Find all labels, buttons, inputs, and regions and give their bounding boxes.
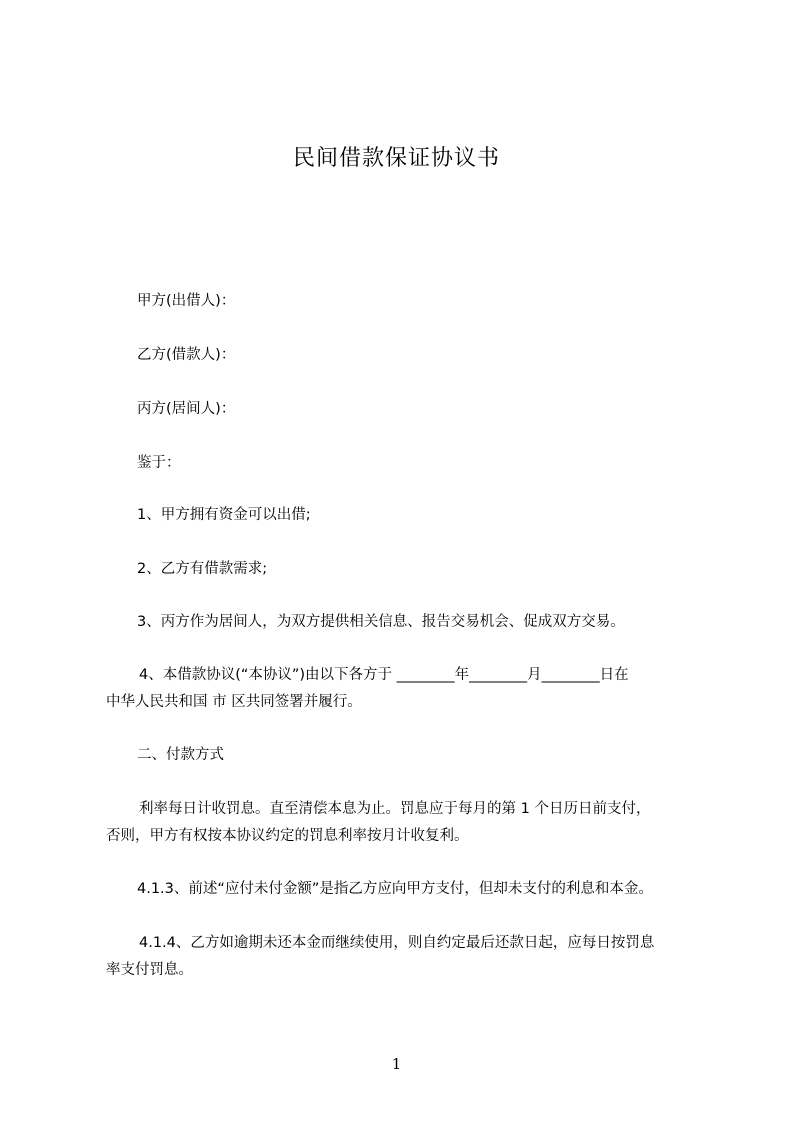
party-c-label: 丙方(居间人)：	[137, 401, 236, 417]
clause-4-1-3: 4.1.3、前述“应付未付金额”是指乙方应向甲方支付，但却未支付的利息和本金。	[137, 881, 653, 897]
clause-4-1-4-line-1: 4.1.4、乙方如逾期未还本金而继续使用，则自约定最后还款日起，应每日按罚息	[139, 935, 655, 951]
recital-item-2: 2、乙方有借款需求;	[137, 561, 268, 577]
whereas-heading: 鉴于：	[137, 455, 181, 471]
page-number: 1	[391, 1055, 402, 1073]
penalty-paragraph-line-1: 利率每日计收罚息。直至清偿本息为止。罚息应于每月的第 1 个日历日前支付，	[139, 801, 651, 817]
party-b-label: 乙方(借款人)：	[137, 347, 236, 363]
recital-item-4-line-1: 4、本借款协议(“本协议”)由以下各方于 ________年________月________日在	[139, 667, 629, 683]
section-heading-payment: 二、付款方式	[137, 747, 224, 763]
document-title: 民间借款保证协议书	[292, 146, 500, 171]
party-a-label: 甲方(出借人)：	[137, 293, 236, 309]
clause-4-1-4-line-2: 率支付罚息。	[106, 962, 193, 978]
recital-item-3: 3、丙方作为居间人，为双方提供相关信息、报告交易机会、促成双方交易。	[137, 614, 625, 630]
recital-item-1: 1、甲方拥有资金可以出借;	[137, 507, 311, 523]
penalty-paragraph-line-2: 否则，甲方有权按本协议约定的罚息利率按月计收复利。	[106, 828, 469, 844]
recital-item-4-line-2: 中华人民共和国 市 区共同签署并履行。	[106, 694, 362, 710]
